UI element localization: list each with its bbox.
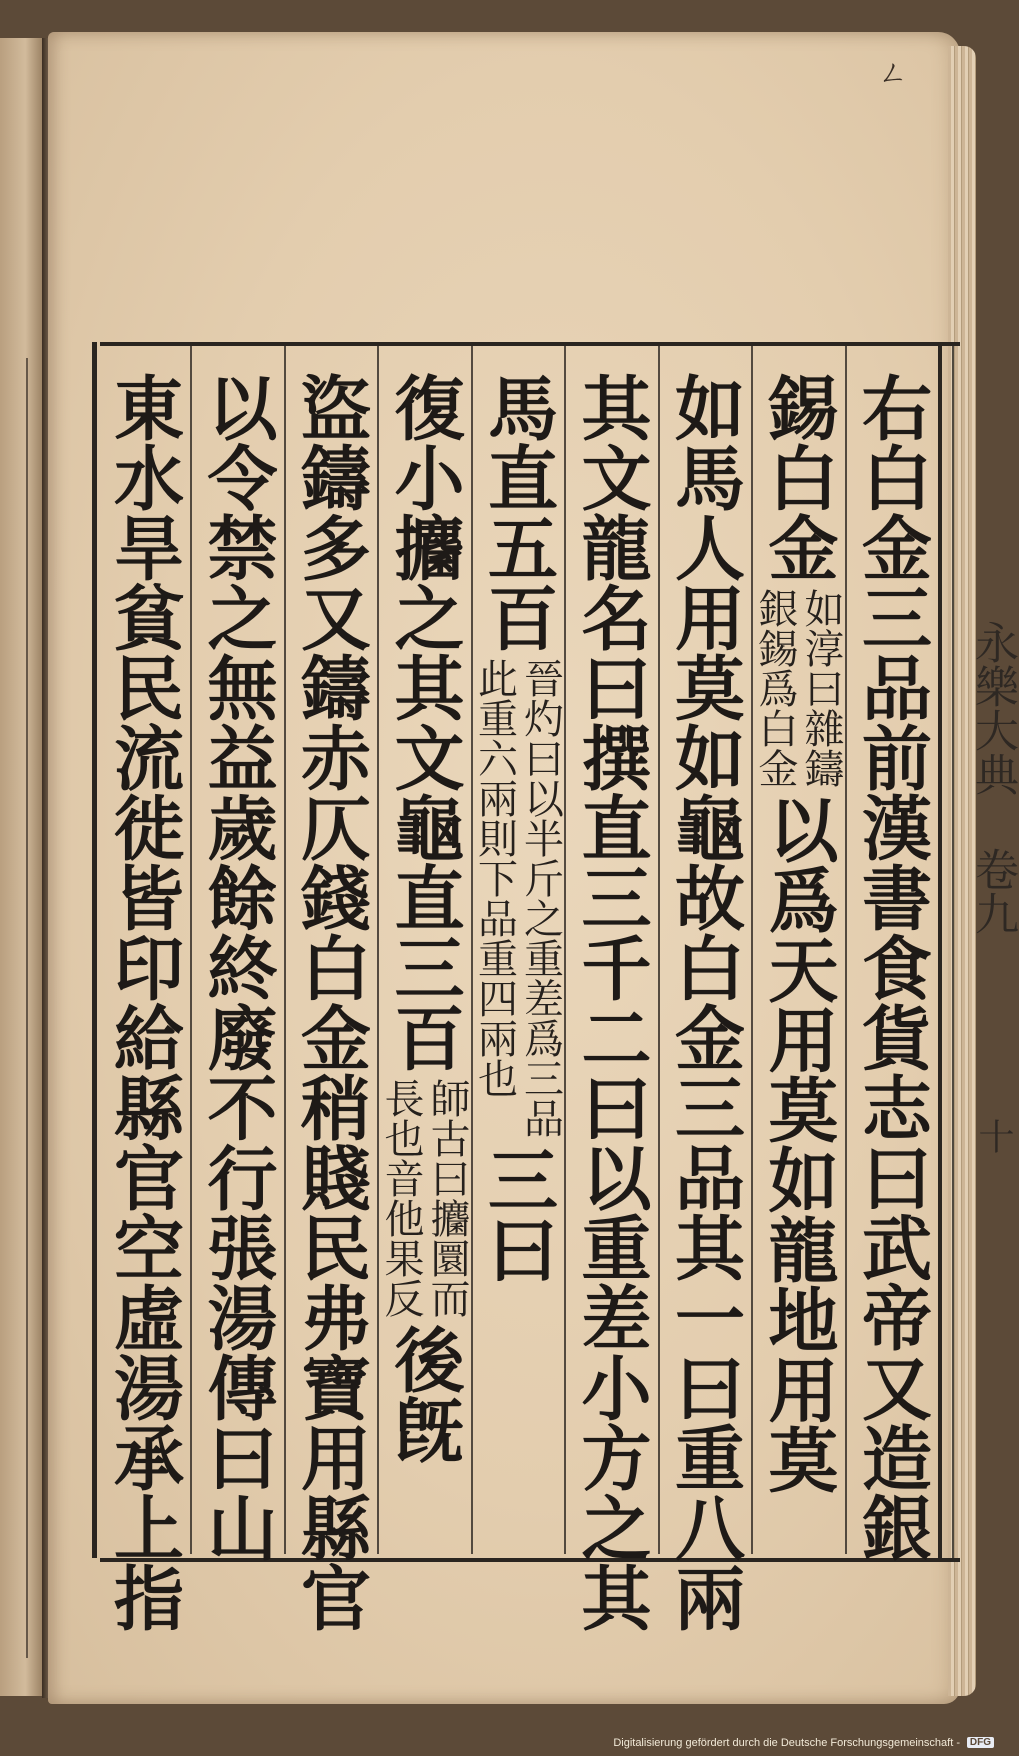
main-text: 馬直五百 <box>476 372 560 652</box>
frame-margin-line <box>952 342 954 1558</box>
text-column <box>98 372 190 1632</box>
commentary-left: 長也音他果反 <box>378 1078 424 1318</box>
commentary-pair <box>471 658 564 1138</box>
text-column <box>659 372 751 1632</box>
commentary-left: 銀錫爲白金 <box>752 588 798 788</box>
commentary-right: 師古曰攟圜而 <box>424 1078 470 1318</box>
main-text: 如馬人用莫如龜故白金三品其一曰重八兩 <box>663 372 747 1632</box>
left-page-rule <box>26 358 28 1658</box>
text-column <box>191 372 283 1562</box>
commentary-pair <box>752 588 844 788</box>
main-text: 其文龍名曰撰直三千二曰以重差小方之其 <box>570 372 653 1632</box>
text-column <box>752 372 844 1552</box>
main-text: 前漢書食貨志曰武帝又造銀 <box>850 722 934 1562</box>
main-text: 以爲天用莫如龍地用莫 <box>757 794 840 1494</box>
text-column <box>565 372 657 1632</box>
main-text: 復小攟之其文龜直三百 <box>383 372 466 1072</box>
main-text: 以令禁之無益歲餘終廢不行 <box>196 372 279 1212</box>
commentary-right: 如淳曰雜鑄 <box>798 588 844 788</box>
text-column <box>378 372 470 1552</box>
page-number: 十 <box>973 1118 1014 1154</box>
funding-notice: Digitalisierung gefördert durch die Deutsche Forschungsgemeinschaft - <box>613 1737 960 1749</box>
dfg-logo: DFG <box>967 1737 994 1748</box>
text-column <box>472 372 564 1552</box>
frame-left-border <box>92 342 97 1558</box>
text-frame <box>100 342 960 1632</box>
commentary-left: 此重六兩則下品重四兩也 <box>471 658 518 1098</box>
main-text: 三曰 <box>476 1144 560 1284</box>
text-column <box>285 372 377 1632</box>
main-text: 張湯傳曰山 <box>196 1212 279 1562</box>
main-text: 東水旱貧民流徙皆印給縣官空虛湯承上指 <box>102 372 186 1632</box>
main-text: 盜鑄多又鑄赤仄錢白金稍賤民弗寶用縣官 <box>289 372 373 1632</box>
text-column <box>846 372 938 1562</box>
main-text: 右白金三品 <box>850 372 934 722</box>
commentary-pair <box>378 1078 470 1318</box>
footer-bar <box>0 1734 1000 1756</box>
commentary-right: 晉灼曰以半斤之重差爲三品 <box>517 658 564 1138</box>
main-text: 錫白金 <box>757 372 840 582</box>
volume-title: 永樂大典 卷九 <box>967 620 1018 935</box>
left-page-fragment <box>0 38 44 1696</box>
main-text: 後旣 <box>383 1324 466 1464</box>
corner-mark: ㄥ <box>878 56 908 91</box>
frame-right-border <box>938 342 942 1558</box>
